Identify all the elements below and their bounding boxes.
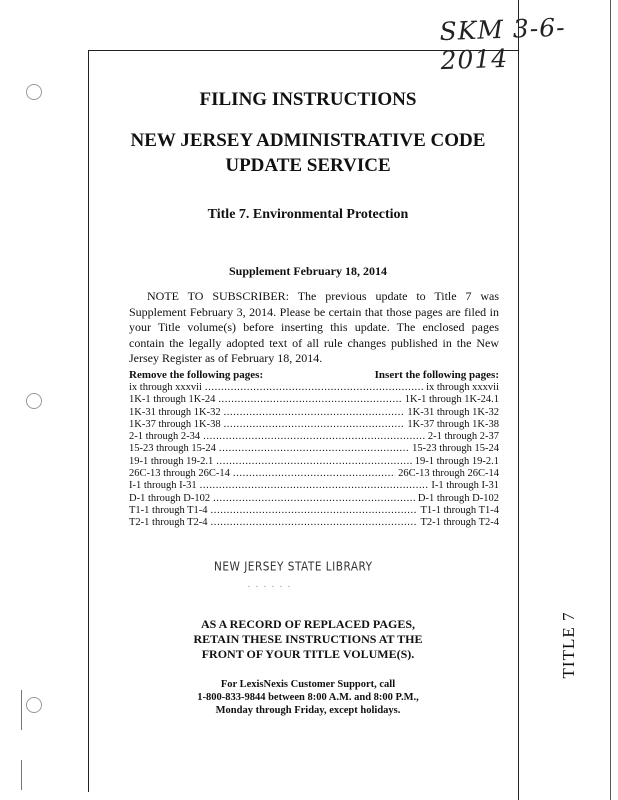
binder-hole-top <box>26 84 42 100</box>
insert-pages: 26C-13 through 26C-14 <box>398 468 499 480</box>
binder-hole-bottom <box>26 697 42 713</box>
customer-support <box>100 678 516 717</box>
subscriber-note <box>129 289 499 367</box>
side-tab <box>529 600 609 690</box>
table-row <box>129 493 499 505</box>
code-title <box>100 128 516 178</box>
dot-leader <box>200 480 429 492</box>
remove-pages: D-1 through D-102 <box>129 492 211 504</box>
insert-pages: 1K-1 through 1K-24.1 <box>404 394 499 406</box>
remove-pages: 26C-13 through 26C-14 <box>129 468 230 480</box>
dot-leader <box>219 443 409 455</box>
insert-pages: 15-23 through 15-24 <box>412 443 499 455</box>
insert-pages: 19-1 through 19-2.1 <box>414 455 499 467</box>
table-row <box>129 480 499 492</box>
remove-pages: T1-1 through T1-4 <box>129 504 208 516</box>
table-row <box>129 443 499 455</box>
support-line: Monday through Friday, except holidays. <box>215 705 401 716</box>
binder-hole-middle <box>26 393 42 409</box>
page-edge-line <box>610 0 611 800</box>
dot-leader <box>211 505 418 517</box>
table-body <box>129 382 499 530</box>
dot-leader <box>216 456 411 468</box>
table-row <box>129 394 499 406</box>
insert-pages: D-1 through D-102 <box>417 492 499 504</box>
insert-pages: 1K-31 through 1K-32 <box>407 406 499 418</box>
dot-leader <box>233 468 395 480</box>
table-row <box>129 456 499 468</box>
library-stamp: NEW JERSEY STATE LIBRARY <box>214 560 373 574</box>
table-row <box>129 431 499 443</box>
scan-edge-mark <box>21 690 22 730</box>
handwritten-initials-date: SKM 3-6-2014 <box>439 12 567 76</box>
insert-pages: T2-1 through T2-4 <box>420 517 499 529</box>
insert-pages: 1K-37 through 1K-38 <box>407 418 499 430</box>
insert-pages: 2-1 through 2-37 <box>427 431 499 443</box>
retain-line: RETAIN THESE INSTRUCTIONS AT THE <box>193 632 423 646</box>
table-row <box>129 382 499 394</box>
remove-pages: 1K-1 through 1K-24 <box>129 394 216 406</box>
retain-instructions <box>100 617 516 662</box>
remove-pages: 1K-37 through 1K-38 <box>129 418 221 430</box>
scan-edge-mark <box>21 760 22 790</box>
retain-line: AS A RECORD OF REPLACED PAGES, <box>200 617 416 631</box>
remove-pages: 19-1 through 19-2.1 <box>129 455 214 467</box>
insert-pages: T1-1 through T1-4 <box>420 504 499 516</box>
dot-leader <box>224 407 405 419</box>
insert-pages: I-1 through I-31 <box>431 480 499 492</box>
dot-leader <box>224 419 405 431</box>
remove-pages: I-1 through I-31 <box>129 480 197 492</box>
table-row <box>129 407 499 419</box>
retain-line: FRONT OF YOUR TITLE VOLUME(S). <box>201 647 415 661</box>
insert-pages: ix through xxxvii <box>426 382 499 393</box>
tab-divider-line <box>518 0 519 800</box>
dot-leader <box>218 394 401 406</box>
remove-pages: ix through xxxvii <box>129 382 202 393</box>
support-line: For LexisNexis Customer Support, call <box>220 679 396 690</box>
side-tab-label: TITLE 7 <box>559 611 578 679</box>
page-title: FILING INSTRUCTIONS <box>199 89 417 110</box>
remove-pages: 2-1 through 2-34 <box>129 431 201 443</box>
supplement-date: Supplement February 18, 2014 <box>228 264 387 278</box>
dot-leader <box>205 382 423 394</box>
table-row <box>129 517 499 529</box>
code-title-line1: NEW JERSEY ADMINISTRATIVE CODE <box>130 130 486 151</box>
page-replacement-table <box>129 369 499 530</box>
insert-header: Insert the following pages: <box>374 369 499 381</box>
table-row <box>129 419 499 431</box>
table-header <box>129 369 499 382</box>
dot-leader <box>213 493 415 505</box>
page-border-left <box>88 50 89 792</box>
title-number: Title 7. Environmental Protection <box>207 207 409 222</box>
remove-header: Remove the following pages: <box>129 369 264 381</box>
support-phone-hours: 1-800-833-9844 between 8:00 A.M. and 8:00 P.M., <box>197 692 419 703</box>
stamp-mark: . . . . . . <box>248 580 292 589</box>
table-row <box>129 468 499 480</box>
remove-pages: 15-23 through 15-24 <box>129 443 216 455</box>
table-row <box>129 505 499 517</box>
subscriber-note-text: NOTE TO SUBSCRIBER: The previous update to Title 7 was Supplement February 3, 2014. Please be certain that those pages are filed in your Title volume(s) before inserting this update. The enclosed pages contain the legally adopted text of all rule changes published in the New Jersey Register as of February 18, 2014. <box>129 289 499 365</box>
remove-pages: T2-1 through T2-4 <box>129 517 208 529</box>
dot-leader <box>211 517 418 529</box>
code-title-line2: UPDATE SERVICE <box>225 155 391 176</box>
dot-leader <box>203 431 425 443</box>
remove-pages: 1K-31 through 1K-32 <box>129 406 221 418</box>
